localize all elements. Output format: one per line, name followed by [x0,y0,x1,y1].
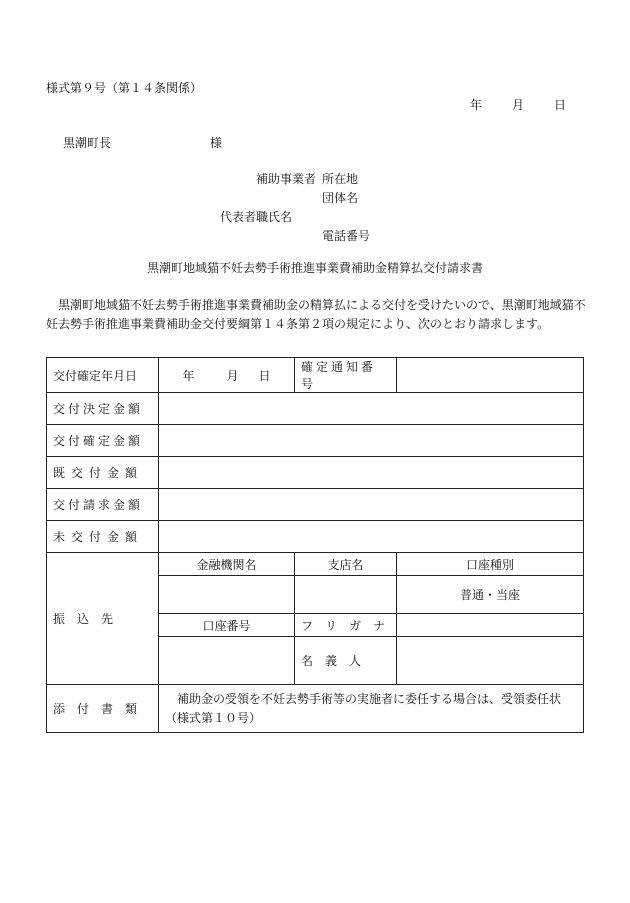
bank-label: 金融機関名 [159,553,295,576]
addressee: 黒潮町長 [63,136,112,150]
decision-amount-label: 交付決定金額 [47,393,159,425]
rep-label: 代表者職氏名 [220,210,293,224]
paid-amount-label: 既交付金額 [47,457,159,489]
confirmed-amount-row [47,425,584,457]
confirm-date-day: 日 [258,368,271,383]
phone-label: 電話番号 [322,229,371,243]
account-no-label: 口座番号 [159,614,295,637]
date-year: 年 [470,98,483,112]
decision-amount-field[interactable] [159,393,584,425]
confirm-date-month: 月 [226,368,239,383]
org-label: 団体名 [322,191,359,205]
applicant-block [220,170,371,246]
confirmed-amount-label: 交付確定金額 [47,425,159,457]
unpaid-amount-field[interactable] [159,521,584,553]
branch-label: 支店名 [295,553,397,576]
address-label: 所在地 [322,172,359,186]
attachment-label: 添 付 書 類 [47,685,159,733]
paid-amount-row [47,457,584,489]
paid-amount-field[interactable] [159,457,584,489]
holder-label: 名 義 人 [295,637,397,685]
body-text: 黒潮町地域猫不妊去勢手術推進事業費補助金の精算払による交付を受けたいので、黒潮町地域猫不妊去勢手術推進事業費補助金交付要綱第１４条第２項の規定により、次のとおり請求します。 [46,298,586,331]
addressee-suffix: 様 [210,136,223,150]
transfer-label: 振 込 先 [47,553,159,685]
unpaid-amount-label: 未交付金額 [47,521,159,553]
furigana-label: フ リ ガ ナ [295,614,397,637]
confirm-date-year: 年 [182,368,195,383]
branch-field[interactable] [295,576,397,614]
confirm-date-label: 交付確定年月日 [47,358,159,393]
request-amount-field[interactable] [159,489,584,521]
notice-no-field[interactable] [397,358,584,393]
account-type-label: 口座種別 [397,553,584,576]
account-type-value[interactable]: 普通・当座 [397,576,584,614]
holder-field[interactable] [397,637,584,685]
furigana-field[interactable] [397,614,584,637]
decision-amount-row [47,393,584,425]
unpaid-amount-row [47,521,584,553]
applicant-role-label: 補助事業者 [256,172,317,186]
request-amount-row [47,489,584,521]
notice-no-label: 確定通知番号 [295,358,397,393]
form-number: 様式第９号（第１４条関係） [46,81,203,95]
bank-field[interactable] [159,576,295,614]
confirm-date-value[interactable] [159,358,295,393]
attachment-text: 補助金の受領を不妊去勢手術等の実施者に委任する場合は、受領委任状（様式第１０号） [159,685,584,733]
document-title: 黒潮町地域猫不妊去勢手術推進事業費補助金精算払交付請求書 [146,261,483,275]
account-no-field[interactable] [159,637,295,685]
date-line [470,97,566,113]
date-day: 日 [554,98,567,112]
request-table [46,357,584,733]
confirmed-amount-field[interactable] [159,425,584,457]
confirm-date-row [47,358,584,393]
request-amount-label: 交付請求金額 [47,489,159,521]
attachment-row [47,685,584,733]
date-month: 月 [512,98,525,112]
bank-header-row [47,553,584,576]
